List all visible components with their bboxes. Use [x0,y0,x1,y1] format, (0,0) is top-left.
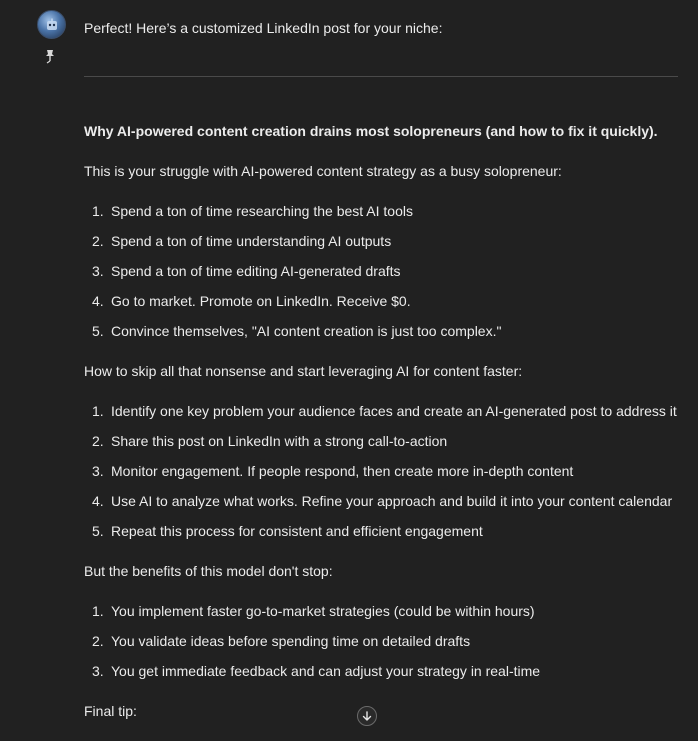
scroll-to-bottom-button[interactable] [357,706,377,726]
arrow-down-icon [361,710,373,722]
final-tip: Final tip: [84,703,137,719]
list-item: 2. You validate ideas before spending time on detailed drafts [92,633,471,649]
list-item: 3. Monitor engagement. If people respond, then create more in-depth content [92,463,574,479]
skip-list [84,401,677,551]
struggle-list [84,201,501,351]
intro-text: Perfect! Here’s a customized LinkedIn post for your niche: [84,20,443,36]
list-item: 3. Spend a ton of time editing AI-generated drafts [92,263,401,279]
list-item: 5. Convince themselves, "AI content creation is just too complex." [92,323,502,339]
divider [84,76,678,77]
pin-icon[interactable] [42,48,58,64]
list-item: 1. Identify one key problem your audience faces and create an AI-generated post to address it [92,403,677,419]
list-item: 4. Go to market. Promote on LinkedIn. Receive $0. [92,293,411,309]
list-item: 1. Spend a ton of time researching the best AI tools [92,203,413,219]
list-item: 1. You implement faster go-to-market strategies (could be within hours) [92,603,535,619]
skip-intro: How to skip all that nonsense and start leveraging AI for content faster: [84,363,523,379]
list-item: 2. Spend a ton of time understanding AI outputs [92,233,392,249]
list-item: 5. Repeat this process for consistent and efficient engagement [92,523,483,539]
post-title: Why AI-powered content creation drains most solopreneurs (and how to fix it quickly). [84,123,658,139]
benefits-list [84,601,540,691]
list-item: 2. Share this post on LinkedIn with a strong call-to-action [92,433,448,449]
list-item: 4. Use AI to analyze what works. Refine your approach and build it into your content calendar [92,493,673,509]
assistant-avatar-icon [37,10,66,39]
benefits-intro: But the benefits of this model don't stop: [84,563,333,579]
message-gutter [37,10,65,39]
list-item: 3. You get immediate feedback and can adjust your strategy in real-time [92,663,541,679]
struggle-intro: This is your struggle with AI-powered content strategy as a busy solopreneur: [84,163,562,179]
